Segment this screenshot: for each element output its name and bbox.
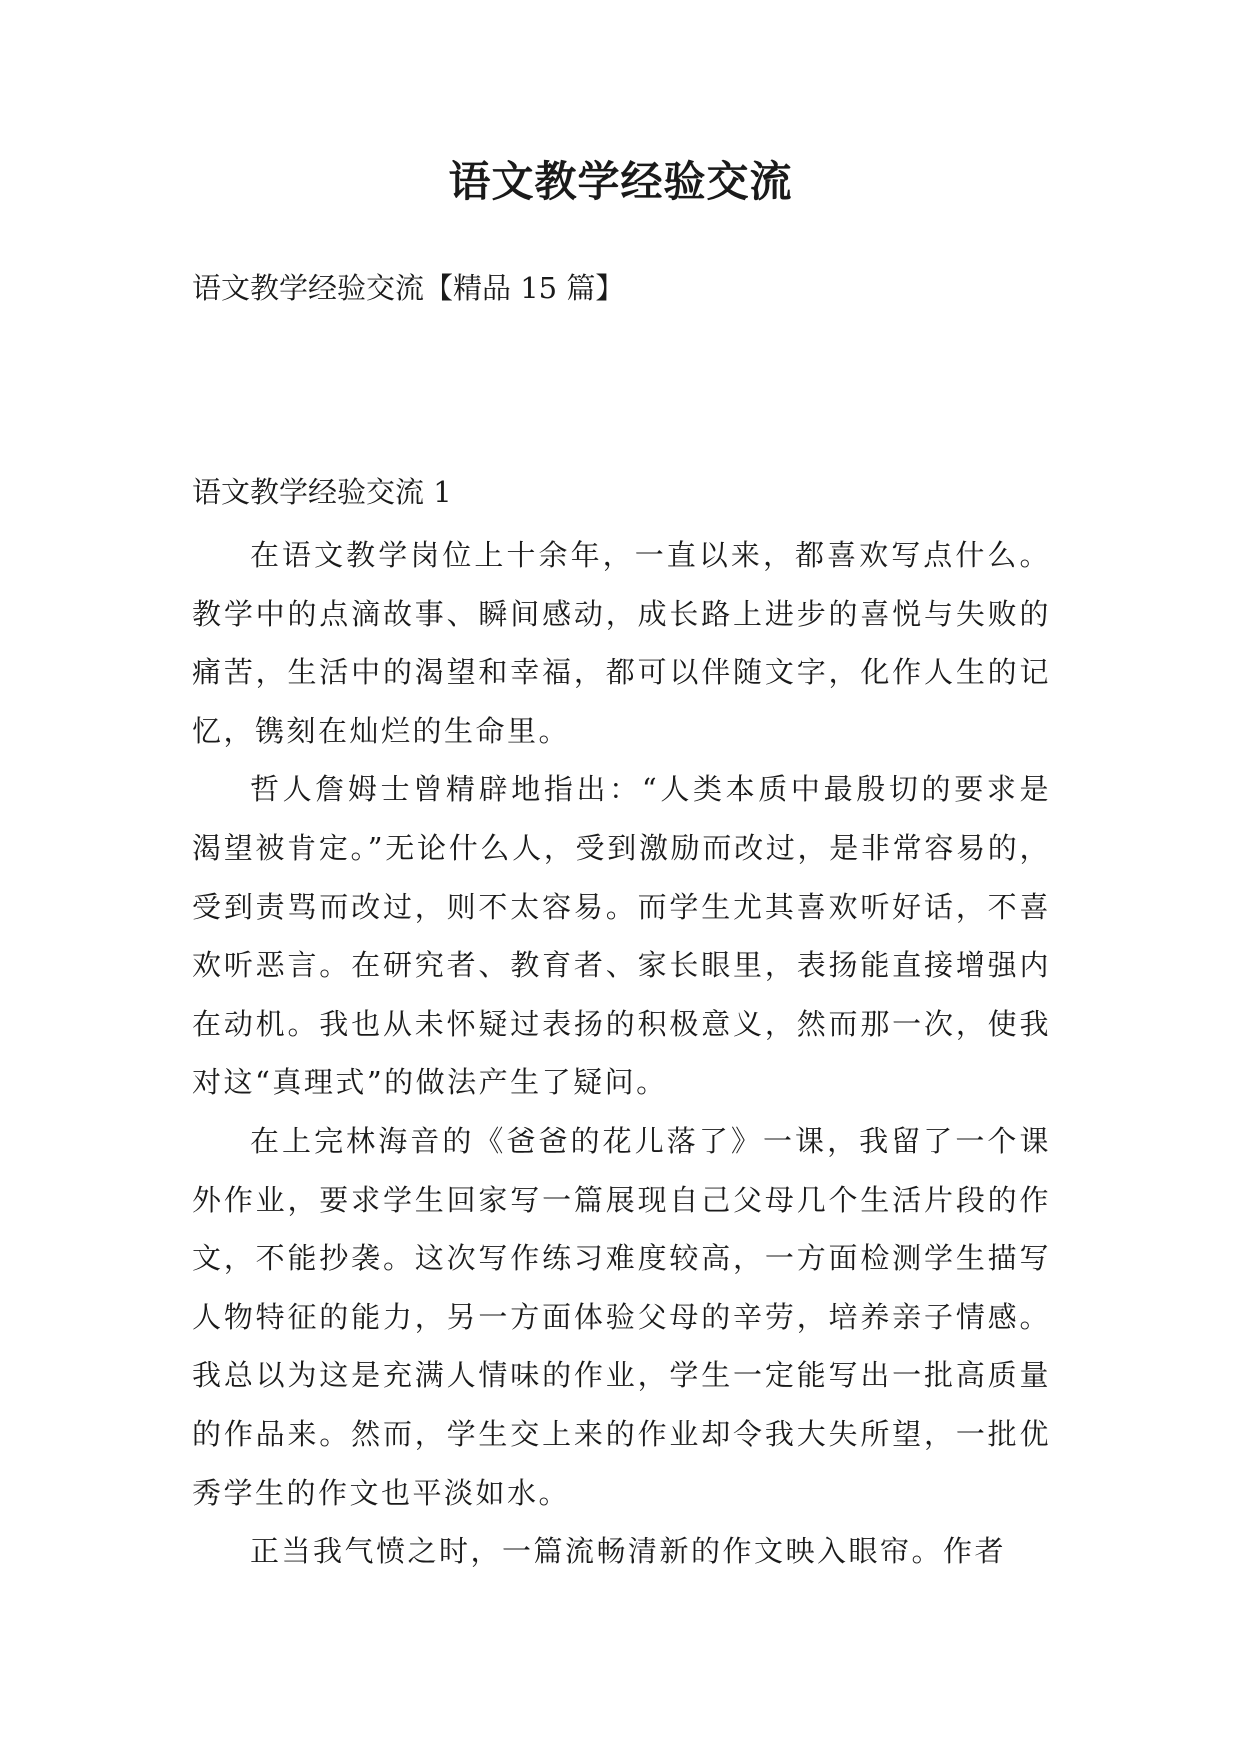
paragraph: 哲人詹姆士曾精辟地指出：“人类本质中最殷切的要求是渴望被肯定。”无论什么人，受到激励而改过，是非常容易的，受到责骂而改过，则不太容易。而学生尤其喜欢听好话，不喜欢听恶言。在研究者、教育者、家长眼里，表扬能直接增强内在动机。我也从未怀疑过表扬的积极意义，然而那一次，使我对这“真理式”的做法产生了疑问。 xyxy=(192,772,1051,1100)
paragraph: 在上完林海音的《爸爸的花儿落了》一课，我留了一个课外作业，要求学生回家写一篇展现自己父母几个生活片段的作文，不能抄袭。这次写作练习难度较高，一方面检测学生描写人物特征的能力，另一方面体验父母的辛劳，培养亲子情感。我总以为这是充满人情味的作业，学生一定能写出一批高质量的作品来。然而，学生交上来的作业却令我大失所望，一批优秀学生的作文也平淡如水。 xyxy=(192,1123,1051,1510)
paragraph: 在语文教学岗位上十余年，一直以来，都喜欢写点什么。教学中的点滴故事、瞬间感动，成长路上进步的喜悦与失败的痛苦，生活中的渴望和幸福，都可以伴随文字，化作人生的记忆，镌刻在灿烂的生命里。 xyxy=(192,538,1051,748)
document-subtitle: 语文教学经验交流【精品 15 篇】 xyxy=(192,271,625,305)
body-text xyxy=(192,526,1051,1581)
document-title: 语文教学经验交流 xyxy=(448,157,793,206)
paragraph: 正当我气愤之时，一篇流畅清新的作文映入眼帘。作者 xyxy=(250,1534,1007,1569)
section-heading: 语文教学经验交流 1 xyxy=(192,475,452,509)
